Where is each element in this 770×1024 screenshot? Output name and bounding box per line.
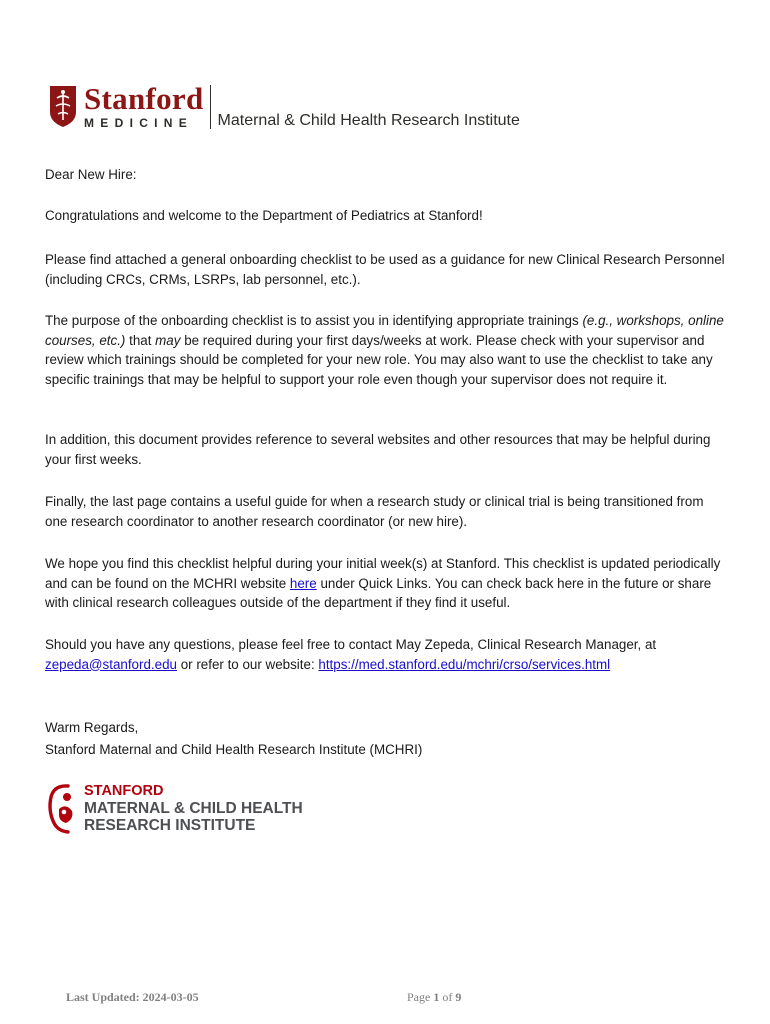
mchri-logo-line3: RESEARCH INSTITUTE xyxy=(84,817,256,834)
purpose-paragraph: The purpose of the onboarding checklist is to assist you in identifying appropriate trainings (e.g., workshops, online courses, etc.) that may be required during your first days/weeks at work. Please check with your supervisor and review which trainings should be completed for your new role. You may also want to use the checklist to take any specific trainings that may be helpful to support your role even though your supervisor does not require it. xyxy=(45,313,724,387)
here-link[interactable]: here xyxy=(289,575,317,591)
mchri-logo-line1: STANFORD xyxy=(84,783,164,799)
contact-paragraph: Should you have any questions, please feel free to contact May Zepeda, Clinical Research Manager, at zepeda@stanford.edu or refer to our website: https://med.stanford.edu/mchri/crso/services.html xyxy=(45,637,657,672)
mchri-logo xyxy=(44,783,303,835)
congrats-paragraph: Congratulations and welcome to the Department of Pediatrics at Stanford! xyxy=(45,208,483,223)
institute-name: Maternal & Child Health Research Institute xyxy=(217,112,520,129)
mchri-logo-line2: MATERNAL & CHILD HEALTH xyxy=(84,800,303,817)
transition-paragraph: Finally, the last page contains a useful guide for when a research study or clinical trial is being transitioned from one research coordinator to another research coordinator (or new hire). xyxy=(45,494,704,529)
logo-medicine-text: MEDICINE xyxy=(84,116,194,130)
page-number: Page 1 of 9 xyxy=(407,990,462,1004)
mother-child-icon xyxy=(44,783,80,835)
closing: Warm Regards, xyxy=(45,720,139,735)
stanford-medicine-logo xyxy=(48,82,520,130)
signature: Stanford Maternal and Child Health Research Institute (MCHRI) xyxy=(45,742,423,757)
stanford-seal-icon xyxy=(48,84,78,128)
last-updated: Last Updated: 2024-03-05 xyxy=(66,990,199,1004)
checklist-paragraph: Please find attached a general onboarding checklist to be used as a guidance for new Clinical Research Personnel (including CRCs, CRMs, LSRPs, lab personnel, etc.). xyxy=(45,252,725,287)
hope-paragraph: We hope you find this checklist helpful during your initial week(s) at Stanford. This checklist is updated periodically and can be found on the MCHRI website here under Quick Links. You can check back here in the future or share with clinical research colleagues outside of the department if they find it useful. xyxy=(45,556,721,611)
website-link[interactable]: https://med.stanford.edu/mchri/crso/services.html xyxy=(318,656,611,672)
salutation: Dear New Hire: xyxy=(45,167,137,182)
logo-stanford-text: Stanford xyxy=(84,81,204,116)
resources-paragraph: In addition, this document provides reference to several websites and other resources that may be helpful during your first weeks. xyxy=(45,432,711,467)
email-link[interactable]: zepeda@stanford.edu xyxy=(45,656,177,672)
logo-divider xyxy=(210,85,211,129)
